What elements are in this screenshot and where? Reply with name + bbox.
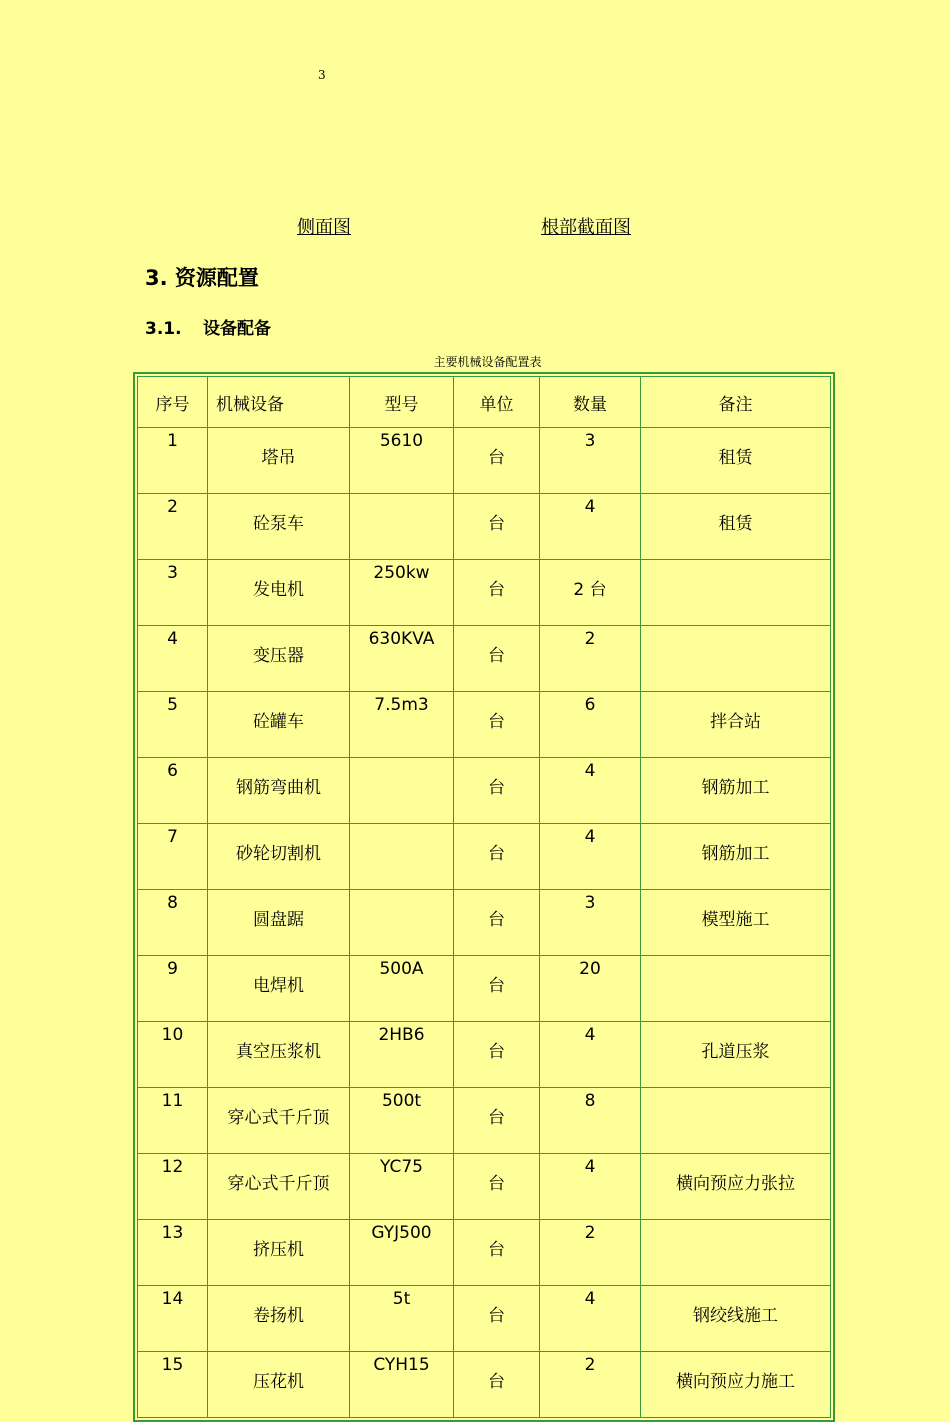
cell-model: 250kw xyxy=(350,560,454,626)
cell-equipment: 挤压机 xyxy=(208,1220,350,1286)
equipment-table-frame xyxy=(133,372,835,1422)
table-row xyxy=(138,890,831,956)
cell-quantity: 4 xyxy=(540,1154,641,1220)
table-header-row xyxy=(138,377,831,428)
cell-quantity: 4 xyxy=(540,494,641,560)
cell-model: 500A xyxy=(350,956,454,1022)
cell-index: 1 xyxy=(138,428,208,494)
cell-quantity: 3 xyxy=(540,890,641,956)
table-row xyxy=(138,1286,831,1352)
cell-unit: 台 xyxy=(454,1352,540,1418)
cell-note: 钢筋加工 xyxy=(641,758,831,824)
cell-quantity: 3 xyxy=(540,428,641,494)
cell-equipment: 压花机 xyxy=(208,1352,350,1418)
cell-index: 8 xyxy=(138,890,208,956)
cell-model: YC75 xyxy=(350,1154,454,1220)
cell-model: 2HB6 xyxy=(350,1022,454,1088)
header-cell-quantity: 数量 xyxy=(540,377,641,428)
cell-index: 11 xyxy=(138,1088,208,1154)
cell-equipment: 砼罐车 xyxy=(208,692,350,758)
cell-equipment: 真空压浆机 xyxy=(208,1022,350,1088)
table-caption: 主要机械设备配置表 xyxy=(433,355,542,369)
cell-quantity: 4 xyxy=(540,1022,641,1088)
cell-note: 租赁 xyxy=(641,494,831,560)
header-cell-note: 备注 xyxy=(641,377,831,428)
cell-index: 3 xyxy=(138,560,208,626)
equipment-table xyxy=(137,376,831,1418)
cell-index: 5 xyxy=(138,692,208,758)
figure-label-root-section: 根部截面图 xyxy=(541,217,631,238)
cell-model: 5t xyxy=(350,1286,454,1352)
cell-note: 钢绞线施工 xyxy=(641,1286,831,1352)
cell-unit: 台 xyxy=(454,890,540,956)
cell-model xyxy=(350,824,454,890)
cell-model: 500t xyxy=(350,1088,454,1154)
cell-equipment: 电焊机 xyxy=(208,956,350,1022)
cell-note xyxy=(641,956,831,1022)
table-row xyxy=(138,692,831,758)
figure-label-side-view: 侧面图 xyxy=(297,217,351,238)
cell-index: 6 xyxy=(138,758,208,824)
section-title: 3. 资源配置 xyxy=(145,266,259,290)
header-cell-model: 型号 xyxy=(350,377,454,428)
cell-index: 10 xyxy=(138,1022,208,1088)
cell-quantity: 2 xyxy=(540,1352,641,1418)
cell-unit: 台 xyxy=(454,956,540,1022)
cell-quantity: 4 xyxy=(540,758,641,824)
cell-index: 9 xyxy=(138,956,208,1022)
cell-index: 7 xyxy=(138,824,208,890)
cell-model xyxy=(350,494,454,560)
cell-equipment: 砼泵车 xyxy=(208,494,350,560)
cell-unit: 台 xyxy=(454,692,540,758)
cell-quantity: 8 xyxy=(540,1088,641,1154)
cell-note: 横向预应力施工 xyxy=(641,1352,831,1418)
table-row xyxy=(138,560,831,626)
cell-note: 租赁 xyxy=(641,428,831,494)
table-row xyxy=(138,956,831,1022)
table-row xyxy=(138,494,831,560)
table-row xyxy=(138,824,831,890)
cell-equipment: 钢筋弯曲机 xyxy=(208,758,350,824)
cell-note xyxy=(641,626,831,692)
table-row xyxy=(138,758,831,824)
cell-unit: 台 xyxy=(454,1286,540,1352)
subsection-title: 设备配备 xyxy=(203,319,271,339)
cell-quantity: 6 xyxy=(540,692,641,758)
table-row xyxy=(138,626,831,692)
page-number: 3 xyxy=(318,68,326,82)
cell-note xyxy=(641,1088,831,1154)
cell-index: 12 xyxy=(138,1154,208,1220)
cell-model: 630KVA xyxy=(350,626,454,692)
cell-unit: 台 xyxy=(454,824,540,890)
cell-quantity: 2 xyxy=(540,1220,641,1286)
cell-quantity: 2 xyxy=(540,626,641,692)
table-row xyxy=(138,428,831,494)
cell-note: 钢筋加工 xyxy=(641,824,831,890)
cell-model: 5610 xyxy=(350,428,454,494)
cell-model xyxy=(350,890,454,956)
cell-equipment: 卷扬机 xyxy=(208,1286,350,1352)
cell-equipment: 变压器 xyxy=(208,626,350,692)
table-row xyxy=(138,1220,831,1286)
cell-model: GYJ500 xyxy=(350,1220,454,1286)
cell-quantity: 4 xyxy=(540,1286,641,1352)
cell-quantity: 4 xyxy=(540,824,641,890)
cell-unit: 台 xyxy=(454,1088,540,1154)
cell-note: 孔道压浆 xyxy=(641,1022,831,1088)
cell-equipment: 发电机 xyxy=(208,560,350,626)
table-row xyxy=(138,1154,831,1220)
cell-note xyxy=(641,560,831,626)
cell-index: 2 xyxy=(138,494,208,560)
cell-note: 拌合站 xyxy=(641,692,831,758)
cell-model: 7.5m3 xyxy=(350,692,454,758)
cell-quantity: 20 xyxy=(540,956,641,1022)
cell-equipment: 穿心式千斤顶 xyxy=(208,1154,350,1220)
cell-index: 13 xyxy=(138,1220,208,1286)
cell-unit: 台 xyxy=(454,626,540,692)
cell-note: 模型施工 xyxy=(641,890,831,956)
cell-quantity: 2 台 xyxy=(540,560,641,626)
cell-index: 4 xyxy=(138,626,208,692)
cell-note xyxy=(641,1220,831,1286)
cell-unit: 台 xyxy=(454,1154,540,1220)
cell-note: 横向预应力张拉 xyxy=(641,1154,831,1220)
cell-model: CYH15 xyxy=(350,1352,454,1418)
cell-unit: 台 xyxy=(454,1022,540,1088)
cell-equipment: 圆盘踞 xyxy=(208,890,350,956)
cell-unit: 台 xyxy=(454,428,540,494)
cell-unit: 台 xyxy=(454,560,540,626)
cell-unit: 台 xyxy=(454,758,540,824)
cell-equipment: 穿心式千斤顶 xyxy=(208,1088,350,1154)
cell-index: 14 xyxy=(138,1286,208,1352)
subsection-number: 3.1. xyxy=(145,319,182,339)
table-row xyxy=(138,1352,831,1418)
cell-equipment: 塔吊 xyxy=(208,428,350,494)
cell-unit: 台 xyxy=(454,1220,540,1286)
header-cell-index: 序号 xyxy=(138,377,208,428)
cell-model xyxy=(350,758,454,824)
table-row xyxy=(138,1088,831,1154)
header-cell-unit: 单位 xyxy=(454,377,540,428)
cell-equipment: 砂轮切割机 xyxy=(208,824,350,890)
table-row xyxy=(138,1022,831,1088)
header-cell-equipment: 机械设备 xyxy=(208,377,350,428)
cell-unit: 台 xyxy=(454,494,540,560)
subsection-heading xyxy=(145,314,271,339)
cell-index: 15 xyxy=(138,1352,208,1418)
